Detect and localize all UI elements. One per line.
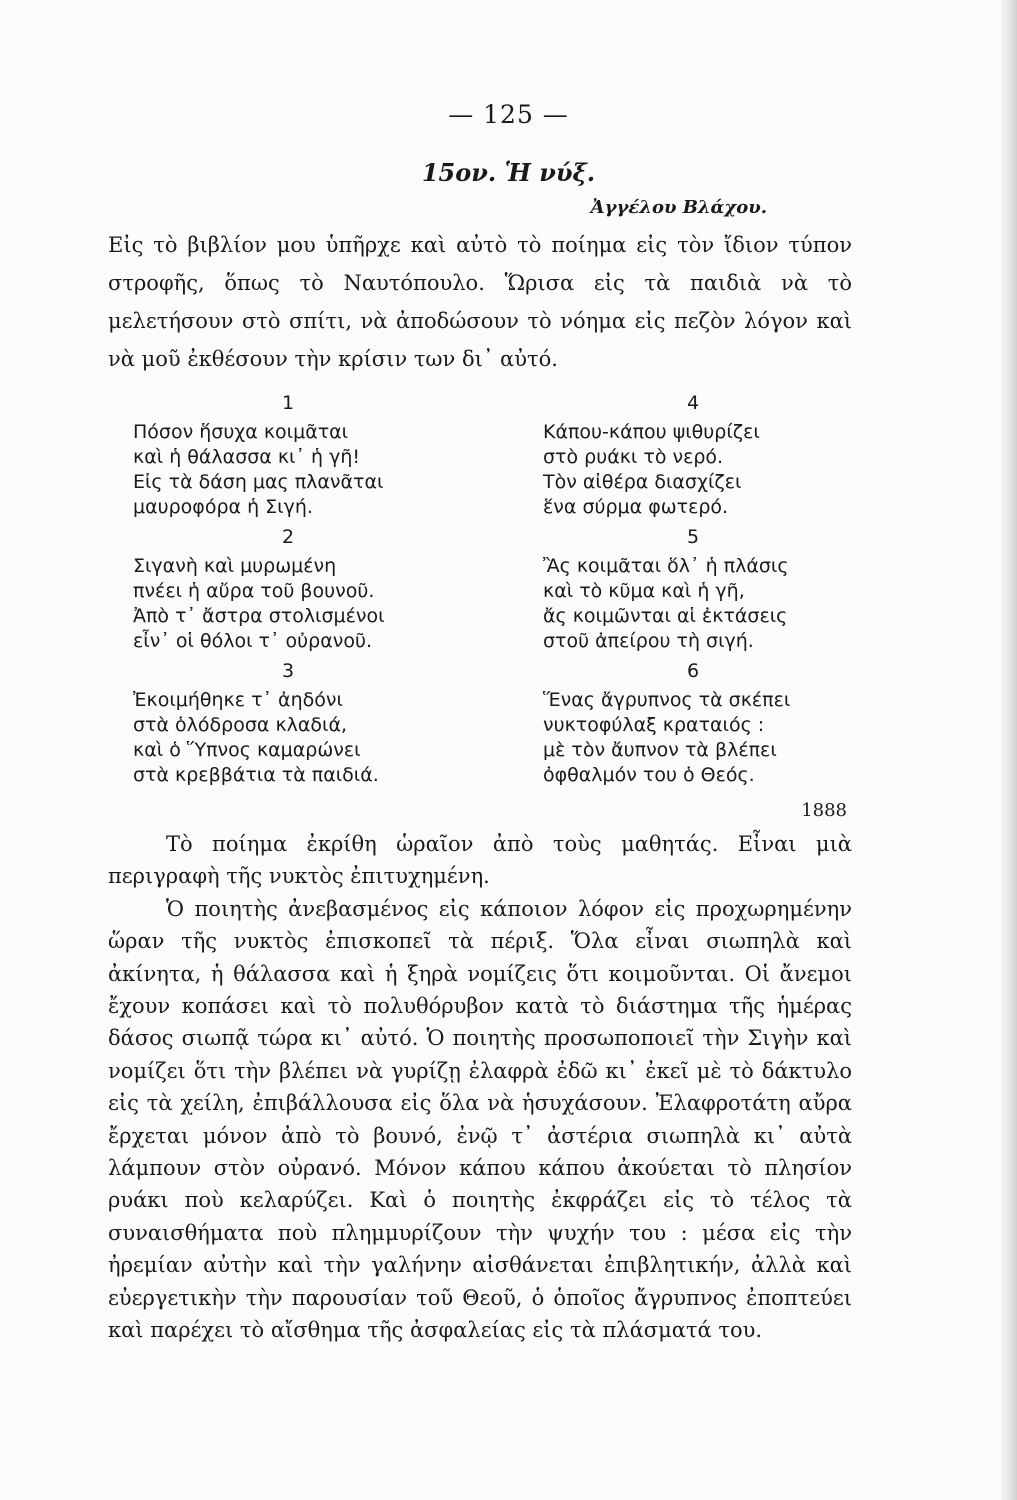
poem-line: Ἕνας ἄγρυπνος τὰ σκέπει <box>543 689 791 711</box>
poem-line: καὶ ὁ Ὕπνος καμαρώνει <box>133 739 361 761</box>
poem-line: μὲ τὸν ἄυπνον τὰ βλέπει <box>543 739 777 761</box>
stanza <box>133 654 473 788</box>
poem-line: καὶ τὸ κῦμα καὶ ἡ γῆ, <box>543 580 745 602</box>
stanza <box>543 520 873 654</box>
poem-line: Ἂς κοιμᾶται ὅλ᾽ ἡ πλάσις <box>543 555 789 577</box>
poem-line: στὸ ρυάκι τὸ νερό. <box>543 446 724 468</box>
poem-line: Κάπου-κάπου ψιθυρίζει <box>543 421 760 443</box>
poem-line: Τὸν αἰθέρα διασχίζει <box>543 471 742 493</box>
page-number: — 125 — <box>448 100 569 129</box>
stanza-number: 3 <box>281 660 295 682</box>
commentary <box>108 828 852 1347</box>
poem-line: στὰ ὁλόδροσα κλαδιά, <box>133 714 348 736</box>
poem-line: ὀφθαλμόν του ὁ Θεός. <box>543 764 755 786</box>
stanza-number: 5 <box>686 526 700 548</box>
poem-line: εἶν᾽ οἱ θόλοι τ᾽ οὐρανοῦ. <box>133 630 372 652</box>
commentary-paragraph: Τὸ ποίημα ἐκρίθη ὡραῖον ἀπὸ τοὺς μαθητάς. Εἶναι μιὰ περιγραφὴ τῆς νυκτὸς ἐπιτυχημένη. <box>108 832 852 889</box>
commentary-paragraph: Ὁ ποιητὴς ἀνεβασμένος εἰς κάποιον λόφον εἰς προχωρημένην ὥραν τῆς νυκτὸς ἐπισκοπεῖ τὰ πέριξ. Ὅλα εἶναι σιωπηλὰ καὶ ἀκίνητα, ἡ θάλασσα καὶ ἡ ξηρὰ νομίζεις ὅτι κοιμοῦνται. Οἱ ἄνεμοι ἔχουν κοπάσει καὶ τὸ πολυθόρυβον κατὰ τὸ διάστημα τῆς ἡμέρας δάσος σιωπᾷ τώρα κι᾽ αὐτό. Ὁ ποιητὴς προσωποποιεῖ τὴν Σιγὴν καὶ νομίζει ὅτι τὴν βλέπει νὰ γυρίζῃ ἐλαφρὰ ἐδῶ κι᾽ ἐκεῖ μὲ τὸ δάκτυλο εἰς τὰ χείλη, ἐπιβάλλουσα εἰς ὅλα νὰ ἡσυχάσουν. Ἐλαφροτάτη αὔρα ἔρχεται μόνον ἀπὸ τὸ βουνό, ἐνῷ τ᾽ ἀστέρια σιωπηλὰ κι᾽ αὐτὰ λάμπουν στὸν οὐρανό. Μόνον κάπου κάπου ἀκούεται τὸ πλησίον ρυάκι ποὺ κελαρύζει. Καὶ ὁ ποιητὴς ἐκφράζει εἰς τὸ τέλος τὰ συναισθήματα ποὺ πλημμυρίζουν τὴν ψυχήν του : μέσα εἰς τὴν ἠρεμίαν αὐτὴν καὶ τὴν γαλήνην αἰσθάνεται ἐπιβλητικήν, ἀλλὰ καὶ εὐεργετικὴν τὴν παρουσίαν τοῦ Θεοῦ, ὁ ὁποῖος ἄγρυπνος ἐποπτεύει καὶ παρέχει τὸ αἴσθημα τῆς ἀσφαλείας εἰς τὰ πλάσματά του. <box>108 896 852 1343</box>
poem-line: καὶ ἡ θάλασσα κι᾽ ἡ γῆ! <box>133 446 360 468</box>
poem-line: μαυροφόρα ἡ Σιγή. <box>133 496 313 518</box>
stanza-number: 1 <box>281 392 295 414</box>
poem-line: Εἰς τὰ δάση μας πλανᾶται <box>133 471 384 493</box>
poem-line: Σιγανὴ καὶ μυρωμένη <box>133 555 337 577</box>
poem-line: Ἐκοιμήθηκε τ᾽ ἀηδόνι <box>133 689 343 711</box>
intro-paragraph: Εἰς τὸ βιβλίον μου ὑπῆρχε καὶ αὐτὸ τὸ ποίημα εἰς τὸν ἴδιον τύπον στροφῆς, ὅπως τὸ Ναυτόπουλο. Ὥρισα εἰς τὰ παιδιὰ νὰ τὸ μελετήσουν στὸ σπίτι, νὰ ἀποδώσουν τὸ νόημα εἰς πεζὸν λόγον καὶ νὰ μοῦ ἐκθέσουν τὴν κρίσιν των δι᾽ αὐτό. <box>108 233 852 371</box>
poem-year: 1888 <box>801 800 847 821</box>
poem-line: στοῦ ἀπείρου τὴ σιγή. <box>543 630 754 652</box>
poem-line: στὰ κρεββάτια τὰ παιδιά. <box>133 764 379 786</box>
stanza-number: 4 <box>686 392 700 414</box>
poem-line: Ἀπὸ τ᾽ ἄστρα στολισμένοι <box>133 605 385 627</box>
poem-line: Πόσον ἥσυχα κοιμᾶται <box>133 421 349 443</box>
poem-line: ἄς κοιμῶνται αἱ ἐκτάσεις <box>543 605 788 627</box>
poem-line: πνέει ἡ αὔρα τοῦ βουνοῦ. <box>133 580 375 602</box>
poem-line: νυκτοφύλαξ κραταιός : <box>543 714 765 736</box>
stanza <box>543 654 873 788</box>
poem-title: 15ον. Ἡ νύξ. <box>421 158 596 187</box>
stanza-number: 2 <box>281 526 295 548</box>
poem-author: Ἀγγέλου Βλάχου. <box>590 197 767 218</box>
stanza <box>133 520 473 654</box>
poem-column-left <box>133 386 473 788</box>
page-edge <box>1001 0 1017 1500</box>
poem-line: ἕνα σύρμα φωτερό. <box>543 496 729 518</box>
stanza <box>133 386 473 520</box>
stanza-number: 6 <box>686 660 700 682</box>
stanza <box>543 386 873 520</box>
poem-column-right <box>543 386 873 788</box>
